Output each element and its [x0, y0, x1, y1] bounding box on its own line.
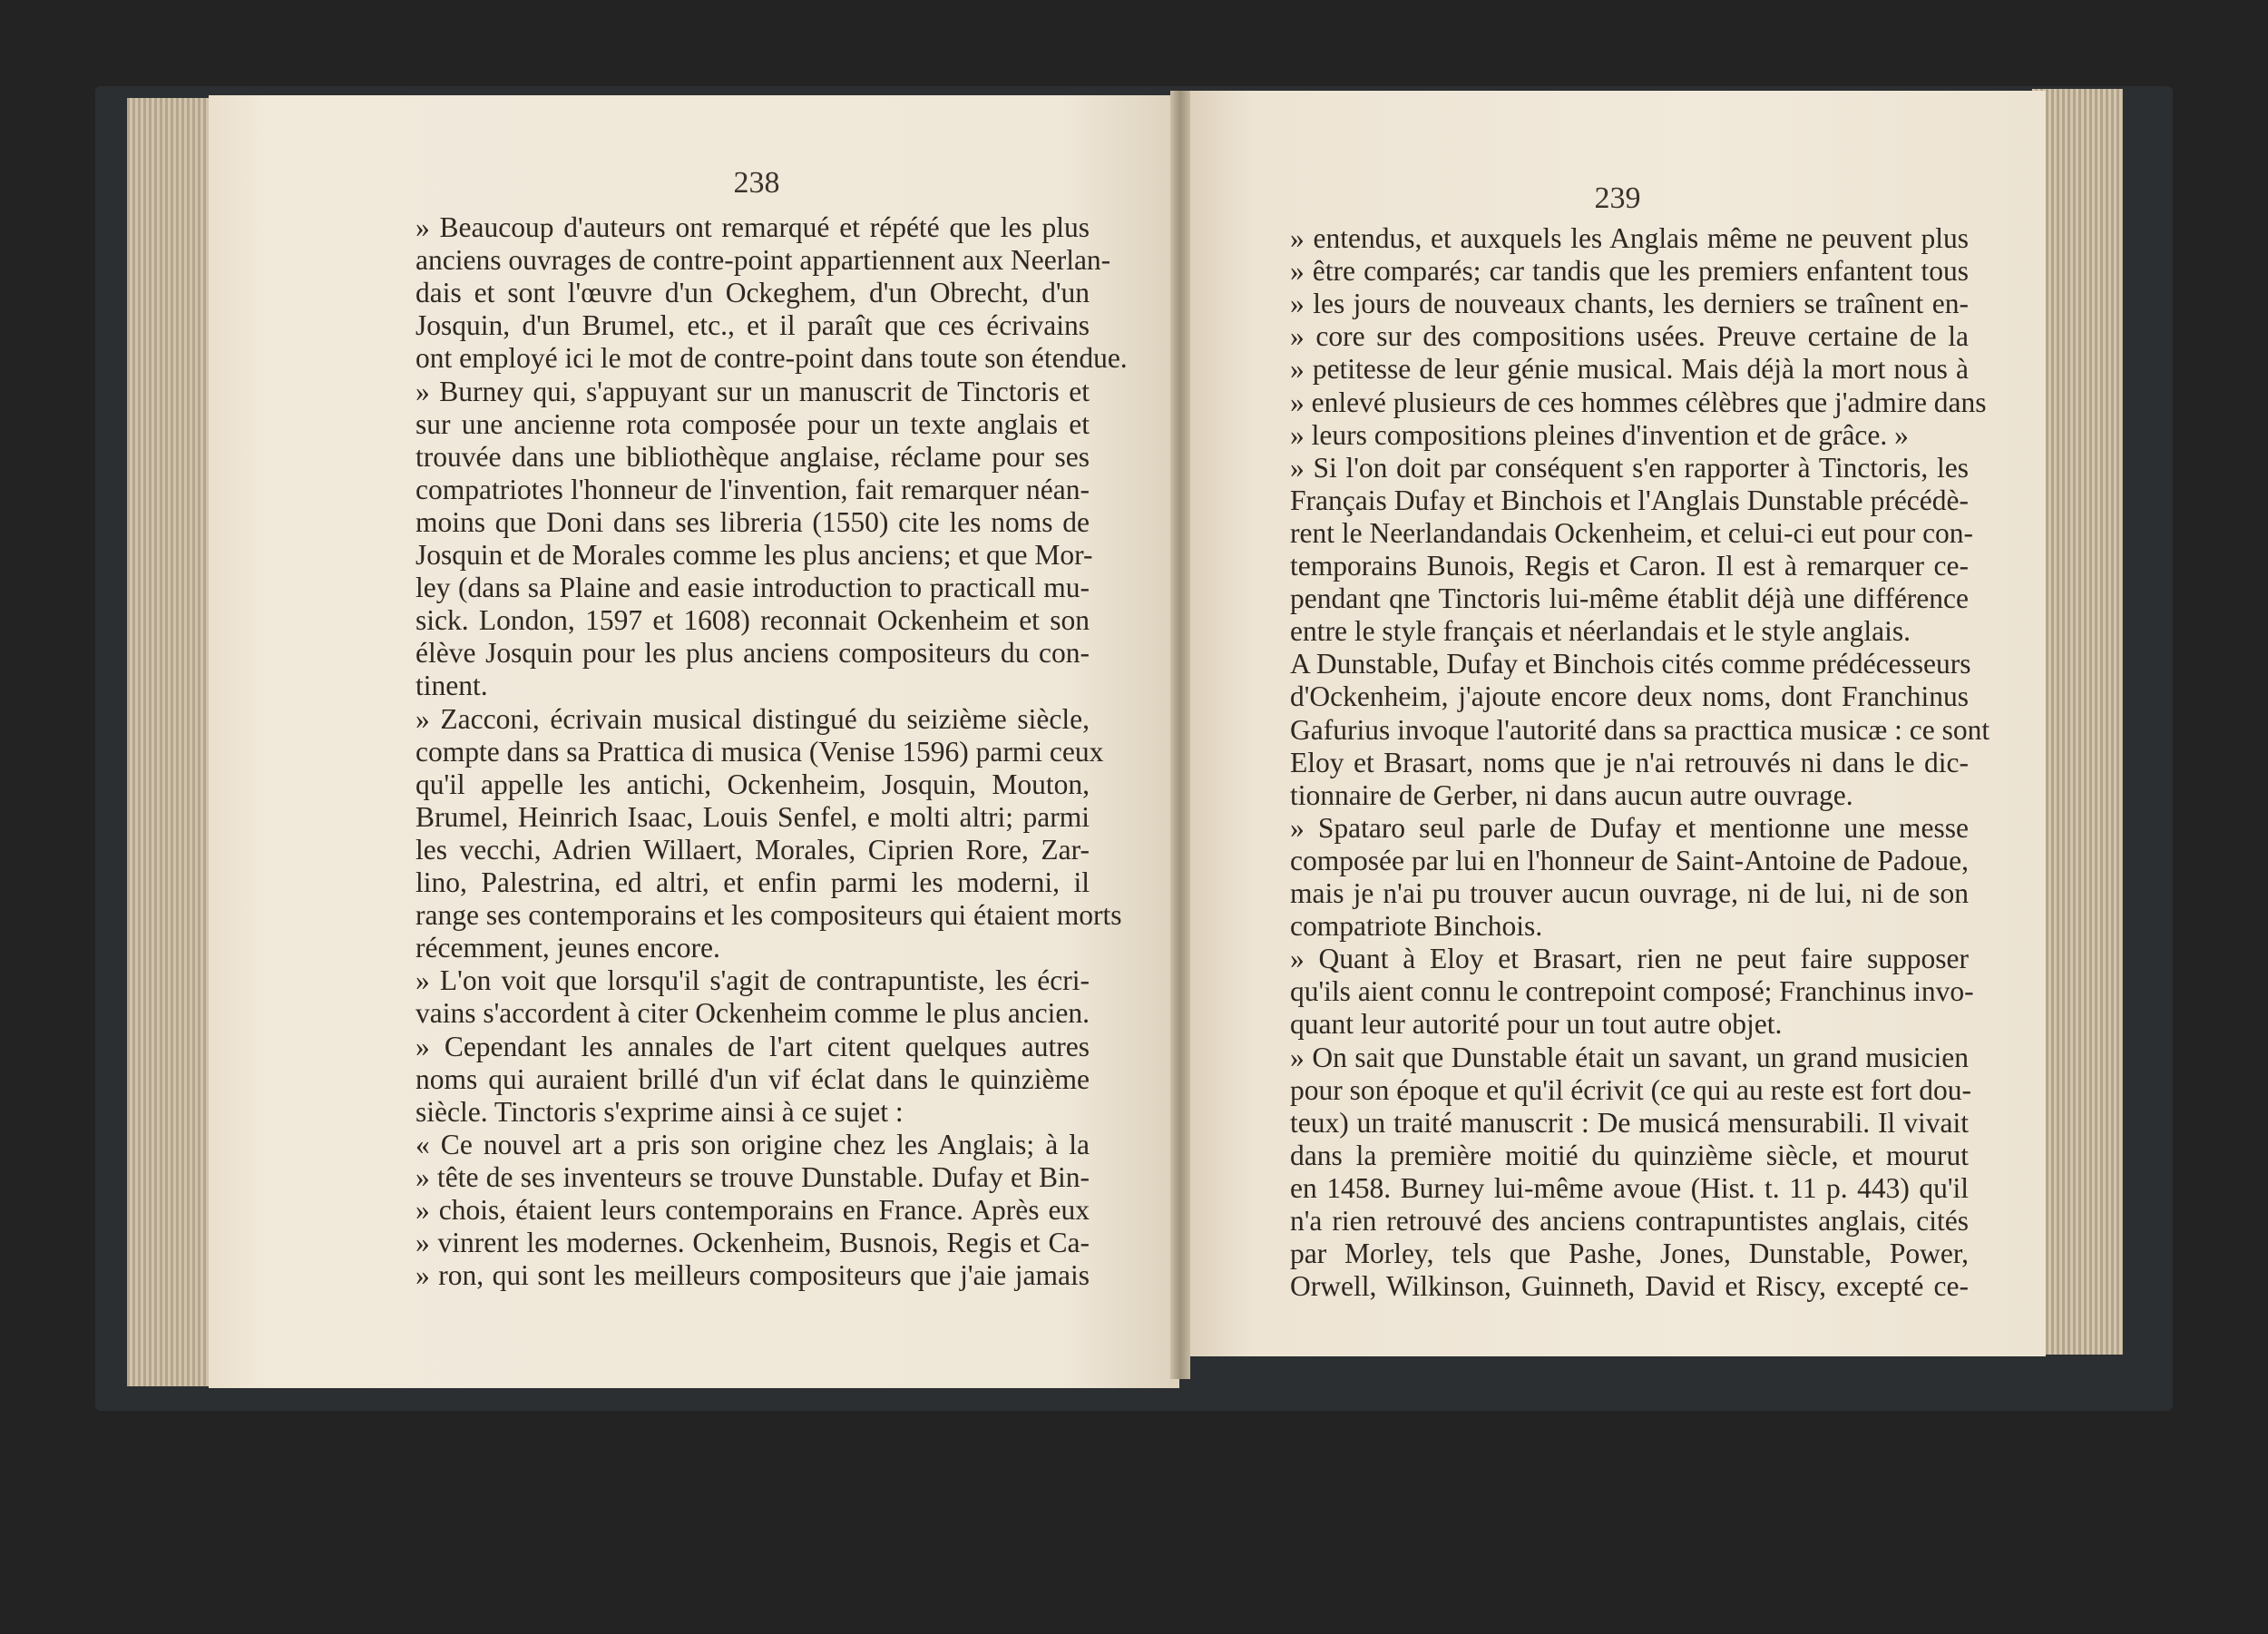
right-page-edges	[2032, 89, 2123, 1355]
text-line: Français Dufay et Binchois et l'Anglais Dunstable précédè-	[1290, 484, 1969, 516]
text-line: en 1458. Burney lui-même avoue (Hist. t. 11 p. 443) qu'il	[1290, 1171, 1969, 1204]
text-line: » Zacconi, écrivain musical distingué du seizième siècle,	[415, 702, 1090, 735]
text-line: A Dunstable, Dufay et Binchois cités comme prédécesseurs	[1290, 648, 1971, 680]
text-line: » être comparés; car tandis que les premiers enfantent tous	[1290, 255, 1969, 288]
text-line: récemment, jeunes encore.	[415, 932, 720, 964]
text-line: siècle. Tinctoris s'exprime ainsi à ce sujet :	[415, 1095, 904, 1128]
text-line: » entendus, et auxquels les Anglais même ne peuvent plus	[1290, 222, 1969, 254]
text-line: Josquin et de Morales comme les plus anciens; et que Mor-	[415, 539, 1093, 571]
text-line: dans la première moitié du quinzième siècle, et mourut	[1290, 1139, 1969, 1171]
text-line: lino, Palestrina, ed altri, et enfin parmi les moderni, il	[415, 866, 1090, 898]
text-line: » On sait que Dunstable était un savant, un grand musicien	[1290, 1041, 1969, 1073]
text-line: » Si l'on doit par conséquent s'en rapporter à Tinctoris, les	[1290, 451, 1969, 484]
text-line: » petitesse de leur génie musical. Mais déjà la mort nous à	[1290, 353, 1969, 386]
right-page-number: 239	[1594, 181, 1641, 215]
book-gutter	[1170, 91, 1190, 1379]
text-line: rent le Neerlandandais Ockenheim, et celui-ci eut pour con-	[1290, 516, 1974, 549]
text-line: compte dans sa Prattica di musica (Venise 1596) parmi ceux	[415, 735, 1104, 768]
text-line: teux) un traité manuscrit : De musicá mensurabili. Il vivait	[1290, 1106, 1969, 1139]
text-line: n'a rien retrouvé des anciens contrapuntistes anglais, cités	[1290, 1205, 1969, 1237]
text-line: » vinrent les modernes. Ockenheim, Busnois, Regis et Ca-	[415, 1227, 1090, 1259]
text-line: » core sur des compositions usées. Preuve certaine de la	[1290, 320, 1969, 353]
text-line: temporains Bunois, Regis et Caron. Il est à remarquer ce-	[1290, 550, 1969, 582]
text-line: » Quant à Eloy et Brasart, rien ne peut faire supposer	[1290, 943, 1969, 975]
text-line: tionnaire de Gerber, ni dans aucun autre ouvrage.	[1290, 778, 1853, 811]
text-line: Brumel, Heinrich Isaac, Louis Senfel, e molti altri; parmi	[415, 800, 1090, 833]
text-line: « Ce nouvel art a pris son origine chez les Anglais; à la	[415, 1128, 1090, 1160]
text-line: compatriotes l'honneur de l'invention, fait remarquer néan-	[415, 473, 1090, 505]
text-line: » enlevé plusieurs de ces hommes célèbres que j'admire dans	[1290, 386, 1987, 418]
text-line: pour son époque et qu'il écrivit (ce qui au reste est fort dou-	[1290, 1073, 1971, 1106]
text-line: » tête de ses inventeurs se trouve Dunstable. Dufay et Bin-	[415, 1160, 1090, 1193]
text-line: par Morley, tels que Pashe, Jones, Dunstable, Power,	[1290, 1238, 1969, 1270]
text-line: ley (dans sa Plaine and easie introduction to practicall mu-	[415, 572, 1090, 604]
text-line: compatriote Binchois.	[1290, 910, 1543, 943]
text-line: » ron, qui sont les meilleurs compositeurs que j'aie jamais	[415, 1259, 1090, 1292]
text-line: » L'on voit que lorsqu'il s'agit de contrapuntiste, les écri-	[415, 964, 1090, 997]
text-line: élève Josquin pour les plus anciens compositeurs du con-	[415, 637, 1090, 670]
text-line: trouvée dans une bibliothèque anglaise, réclame pour ses	[415, 440, 1090, 473]
text-line: » Cependant les annales de l'art citent quelques autres	[415, 1030, 1090, 1062]
text-line: dais et sont l'œuvre d'un Ockeghem, d'un Obrecht, d'un	[415, 277, 1090, 309]
text-line: Eloy et Brasart, noms que je n'ai retrouvés ni dans le dic-	[1290, 746, 1969, 778]
text-line: vains s'accordent à citer Ockenheim comme le plus ancien.	[415, 997, 1090, 1030]
text-line: anciens ouvrages de contre-point appartiennent aux Neerlan-	[415, 244, 1111, 277]
text-line: Josquin, d'un Brumel, etc., et il paraît que ces écrivains	[415, 309, 1090, 342]
text-line: tinent.	[415, 670, 488, 702]
text-line: range ses contemporains et les compositeurs qui étaient morts	[415, 899, 1122, 932]
text-line: qu'ils aient connu le contrepoint composé; Franchinus invo-	[1290, 975, 1974, 1008]
text-line: quant leur autorité pour un tout autre objet.	[1290, 1008, 1783, 1041]
text-line: d'Ockenheim, j'ajoute encore deux noms, dont Franchinus	[1290, 680, 1969, 713]
text-line: » Spataro seul parle de Dufay et mentionne une messe	[1290, 811, 1969, 844]
text-line: qu'il appelle les antichi, Ockenheim, Josquin, Mouton,	[415, 768, 1090, 800]
text-line: » chois, étaient leurs contemporains en France. Après eux	[415, 1194, 1090, 1226]
text-line: Gafurius invoque l'autorité dans sa practtica musicæ : ce sont	[1290, 713, 1990, 746]
text-line: pendant qne Tinctoris lui-même établit déjà une différence	[1290, 582, 1969, 615]
text-line: moins que Doni dans ses libreria (1550) cite les noms de	[415, 505, 1090, 538]
text-line: » Burney qui, s'appuyant sur un manuscrit de Tinctoris et	[415, 375, 1090, 407]
left-page-number: 238	[733, 166, 780, 200]
text-line: mais je n'ai pu trouver aucun ouvrage, ni de lui, ni de son	[1290, 877, 1969, 909]
text-line: » Beaucoup d'auteurs ont remarqué et répété que les plus	[415, 211, 1090, 243]
text-line: les vecchi, Adrien Willaert, Morales, Ciprien Rore, Zar-	[415, 833, 1090, 866]
text-line: » leurs compositions pleines d'invention et de grâce. »	[1290, 418, 1909, 451]
left-page-edges	[127, 98, 218, 1386]
text-line: Orwell, Wilkinson, Guinneth, David et Riscy, excepté ce-	[1290, 1270, 1969, 1303]
text-line: ont employé ici le mot de contre-point dans toute son étendue.	[415, 342, 1128, 375]
text-line: » les jours de nouveaux chants, les derniers se traînent en-	[1290, 288, 1969, 320]
text-line: sick. London, 1597 et 1608) reconnait Ockenheim et son	[415, 604, 1090, 637]
text-line: noms qui auraient brillé d'un vif éclat dans le quinzième	[415, 1062, 1090, 1095]
text-line: entre le style français et néerlandais et le style anglais.	[1290, 615, 1911, 648]
text-line: sur une ancienne rota composée pour un texte anglais et	[415, 407, 1090, 440]
text-line: composée par lui en l'honneur de Saint-Antoine de Padoue,	[1290, 844, 1969, 876]
